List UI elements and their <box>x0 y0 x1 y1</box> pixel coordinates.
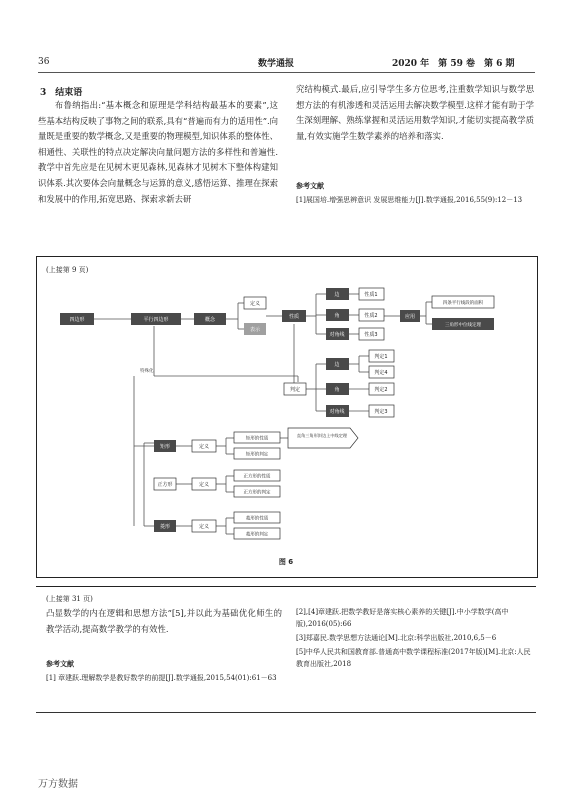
conclusion-right-text: 究结构模式.最后,应引导学生多方位思考,注重数学知识与数学思想方法的有机渗透和灵活运用去解决数学模型.这样才能有助于学生深刻理解、熟练掌握和灵活运用数学知识,才能切实提高教学质量,有效实施学生数学素养的培养和落实. <box>296 84 534 141</box>
conclusion-left-paragraph <box>38 98 278 207</box>
node-property2: 性质2 <box>364 313 378 319</box>
node-judge1: 判定1 <box>374 354 388 360</box>
node-rh-prop: 菱形的性质 <box>245 516 269 522</box>
node-representation: 表示 <box>249 327 261 333</box>
issue-info: 2020 年 第 59 卷 第 6 期 <box>392 59 515 69</box>
node-side: 边 <box>334 292 340 298</box>
node-judge4: 判定4 <box>374 370 388 376</box>
node-right-tri: 直角三角形斜边上中线定理 <box>296 433 348 438</box>
node-judge3: 判定3 <box>374 409 388 415</box>
node-quad: 四边形 <box>69 317 85 323</box>
reference-item: [2],[4]章建跃.把数学教好是落实核心素养的关键[J].中小学数学(高中版),2016(05):66 <box>296 608 509 628</box>
node-parallelogram: 平行四边形 <box>143 317 169 323</box>
node-property1: 性质1 <box>364 292 378 298</box>
node-app2: 三角形中位线定理 <box>445 323 481 328</box>
node-property: 性质 <box>288 314 300 320</box>
reference-item: [3]郑嘉民.数学思想方法通论[M].北京:科学出版社,2010,6,5－6 <box>296 634 497 642</box>
bottom-paragraph-text: 凸显数学的内在逻辑和思想方法”[5],并以此为基础优化师生的教学活动,提高数学教学的有效性. <box>46 608 282 634</box>
bottom-rule <box>36 712 536 713</box>
conclusion-left-text: 布鲁纳指出:“基本概念和原理是学科结构最基本的要素”,这些基本结构反映了事物之间的联系,具有“普遍而有力的适用性”.向量既是重要的数学概念,又是重要的物理模型,知识体系的整体性、相通性、关联性的特点决定解决向量问题方法的多样性和普遍性.教学中首先应是在见树木更见森林,见森林才见树木下整体构建知识体系.其次要体会向量概念与运算的意义,感悟运算、推理在探索和发展中的作用,拓宽思路、探索求新去研 <box>38 100 279 204</box>
bottom-left-references <box>46 672 280 684</box>
figure-continued-label: (上接第 9 页) <box>46 266 89 274</box>
node-square: 正方形 <box>157 482 173 488</box>
node-diagonal2: 对角线 <box>329 409 345 415</box>
node-sq-def: 定义 <box>198 482 210 488</box>
references-list-top <box>296 194 534 206</box>
mindmap-figure <box>36 256 536 576</box>
node-rh-def: 定义 <box>198 524 210 530</box>
node-rect-prop: 矩形的性质 <box>245 436 269 442</box>
bottom-frame <box>36 586 536 587</box>
page-number: 36 <box>38 57 50 67</box>
references-title-top: 参考文献 <box>296 181 324 190</box>
watermark: 万方数据 <box>38 779 78 790</box>
figure-caption: 图 6 <box>278 558 294 566</box>
journal-title: 数学通报 <box>258 59 295 69</box>
bottom-continued-label: (上接第 31 页) <box>46 595 93 603</box>
node-sq-judge: 正方形的判定 <box>243 490 271 496</box>
node-sq-prop: 正方形的性质 <box>243 474 271 480</box>
header-rule <box>38 72 535 73</box>
node-rhombus: 菱形 <box>159 524 171 530</box>
node-rectangle: 矩形 <box>159 444 171 450</box>
reference-item: [5]中华人民共和国教育部.普通高中数学课程标准(2017年版)[M].北京:人民教育出版社,2018 <box>296 648 531 668</box>
node-side2: 边 <box>334 362 340 368</box>
node-concept: 概念 <box>204 317 216 323</box>
reference-item: [1]展国培.增强思辨意识 发展思维能力[J].数学通报,2016,55(9):12－13 <box>296 196 523 204</box>
node-definition: 定义 <box>249 301 261 307</box>
node-angle: 角 <box>334 313 340 319</box>
node-diagonal: 对角线 <box>329 332 345 338</box>
node-rect-judge: 矩形的判定 <box>245 452 269 458</box>
reference-item: [1] 章建跃.理解数学是教好数学的前提[J].数学通报,2015,54(01):61－63 <box>46 674 277 682</box>
conclusion-right-paragraph <box>296 82 534 144</box>
node-app1: 四条平行线段的面积 <box>442 301 484 306</box>
bottom-paragraph <box>46 606 282 637</box>
node-angle2: 角 <box>334 387 340 393</box>
section-title: 3 结束语 <box>40 88 83 98</box>
bottom-right-references <box>296 606 532 670</box>
nodes <box>60 288 494 539</box>
node-judgement: 判定 <box>289 387 301 393</box>
node-special: 特殊化 <box>140 369 154 374</box>
node-rh-judge: 菱形的判定 <box>245 532 269 538</box>
node-rect-def: 定义 <box>198 444 210 450</box>
node-property3: 性质3 <box>364 332 378 338</box>
bottom-references-title: 参考文献 <box>46 659 74 668</box>
node-application: 应用 <box>404 314 416 320</box>
node-judge2: 判定2 <box>374 387 388 393</box>
